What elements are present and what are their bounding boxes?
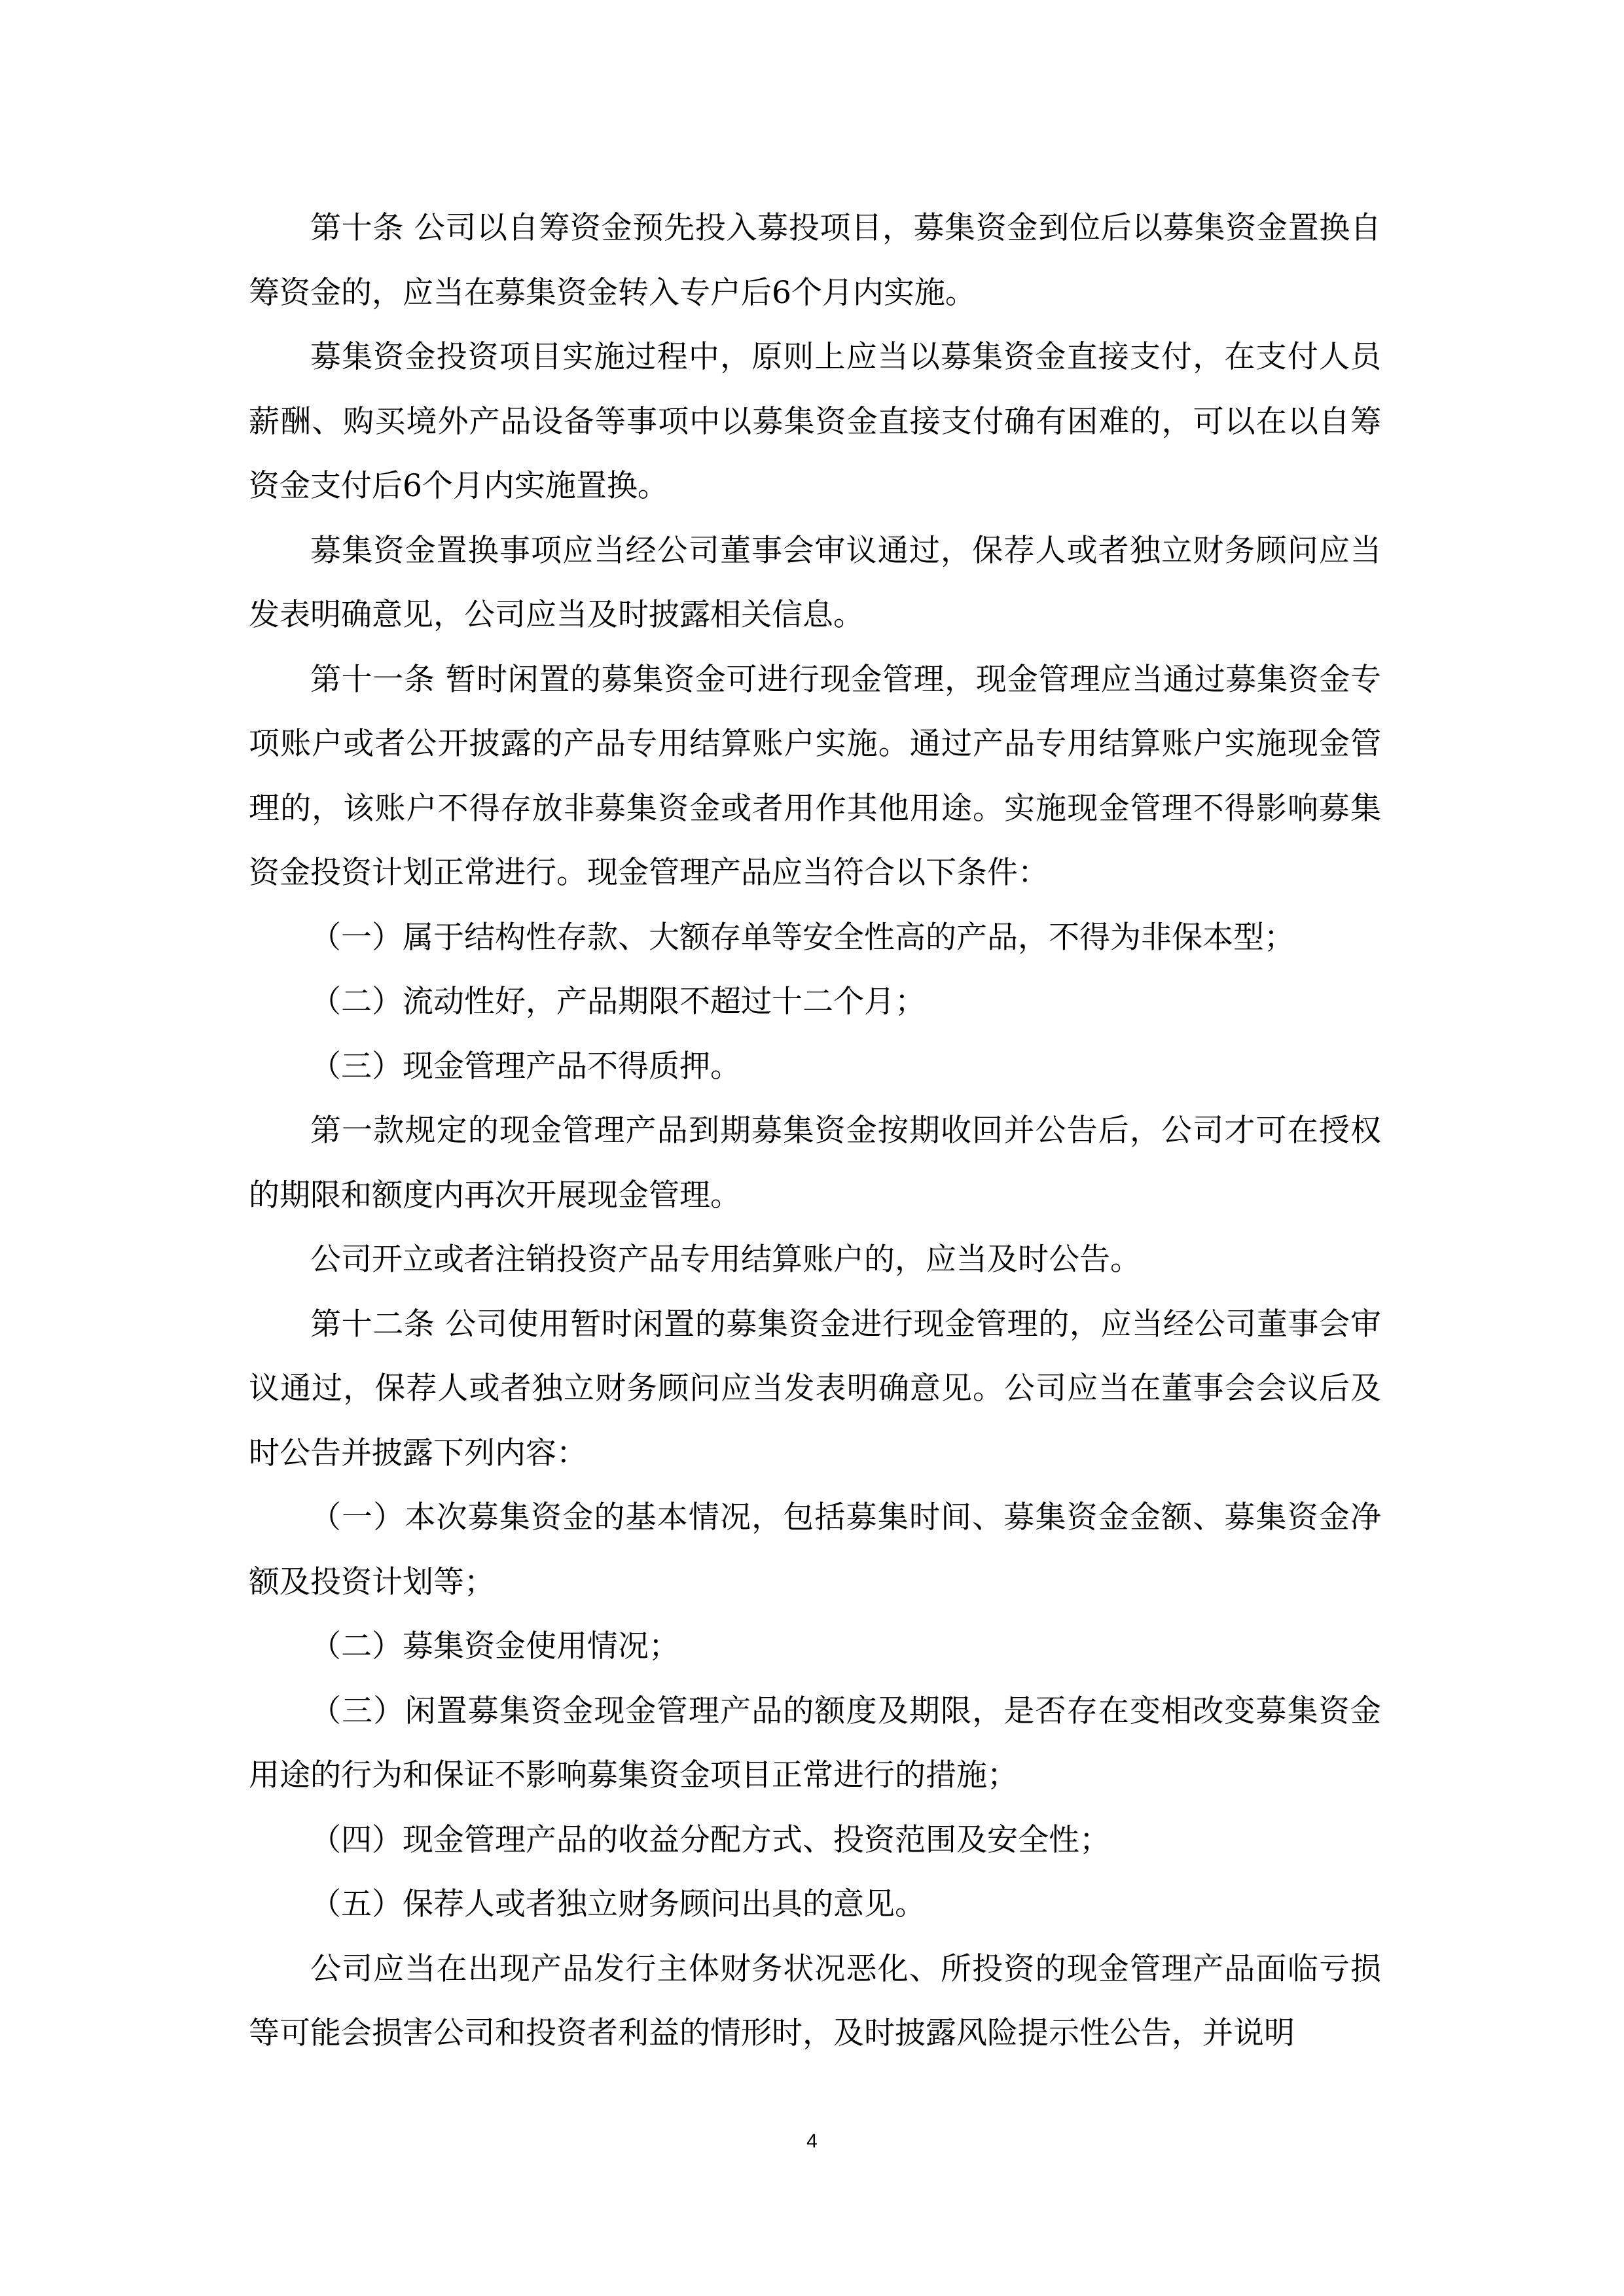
list-item: （四）现金管理产品的收益分配方式、投资范围及安全性； <box>310 1821 1110 1858</box>
paragraph-article-10: 第十条 公司以自筹资金预先投入募投项目，募集资金到位后以募集资金置换自筹资金的，应当在募集资金转入专户后6个月内实施。 <box>249 210 1381 311</box>
list-item: （二）募集资金使用情况； <box>310 1628 679 1664</box>
list-item: （三）闲置募集资金现金管理产品的额度及期限，是否存在变相改变募集资金用途的行为和保证不影响募集资金项目正常进行的措施； <box>249 1693 1381 1793</box>
list-item: （一）本次募集资金的基本情况，包括募集时间、募集资金金额、募集资金净额及投资计划等； <box>249 1499 1381 1600</box>
list-item: （一）属于结构性存款、大额存单等安全性高的产品，不得为非保本型； <box>310 919 1295 956</box>
paragraph: 公司开立或者注销投资产品专用结算账户的，应当及时公告。 <box>310 1242 1141 1278</box>
list-item: （二）流动性好，产品期限不超过十二个月； <box>310 984 926 1020</box>
paragraph-article-11: 第十一条 暂时闲置的募集资金可进行现金管理，现金管理应当通过募集资金专项账户或者公开披露的产品专用结算账户实施。通过产品专用结算账户实施现金管理的，该账户不得存放非募集资金或者用作其他用途。实施现金管理不得影响募集资金投资计划正常进行。现金管理产品应当符合以下条件： <box>249 661 1381 891</box>
document-body <box>249 196 1381 2066</box>
paragraph: 第一款规定的现金管理产品到期募集资金按期收回并公告后，公司才可在授权的期限和额度内再次开展现金管理。 <box>249 1113 1381 1213</box>
paragraph: 募集资金置换事项应当经公司董事会审议通过，保荐人或者独立财务顾问应当发表明确意见，公司应当及时披露相关信息。 <box>249 532 1381 633</box>
paragraph-article-12: 第十二条 公司使用暂时闲置的募集资金进行现金管理的，应当经公司董事会审议通过，保荐人或者独立财务顾问应当发表明确意见。公司应当在董事会会议后及时公告并披露下列内容： <box>249 1306 1381 1471</box>
paragraph: 公司应当在出现产品发行主体财务状况恶化、所投资的现金管理产品面临亏损等可能会损害公司和投资者利益的情形时，及时披露风险提示性公告，并说明 <box>249 1950 1381 2051</box>
page-number: 4 <box>806 2130 818 2152</box>
list-item: （三）现金管理产品不得质押。 <box>310 1048 741 1085</box>
list-item: （五）保荐人或者独立财务顾问出具的意见。 <box>310 1886 926 1922</box>
paragraph: 募集资金投资项目实施过程中，原则上应当以募集资金直接支付，在支付人员薪酬、购买境外产品设备等事项中以募集资金直接支付确有困难的，可以在以自筹资金支付后6个月内实施置换。 <box>249 339 1381 504</box>
